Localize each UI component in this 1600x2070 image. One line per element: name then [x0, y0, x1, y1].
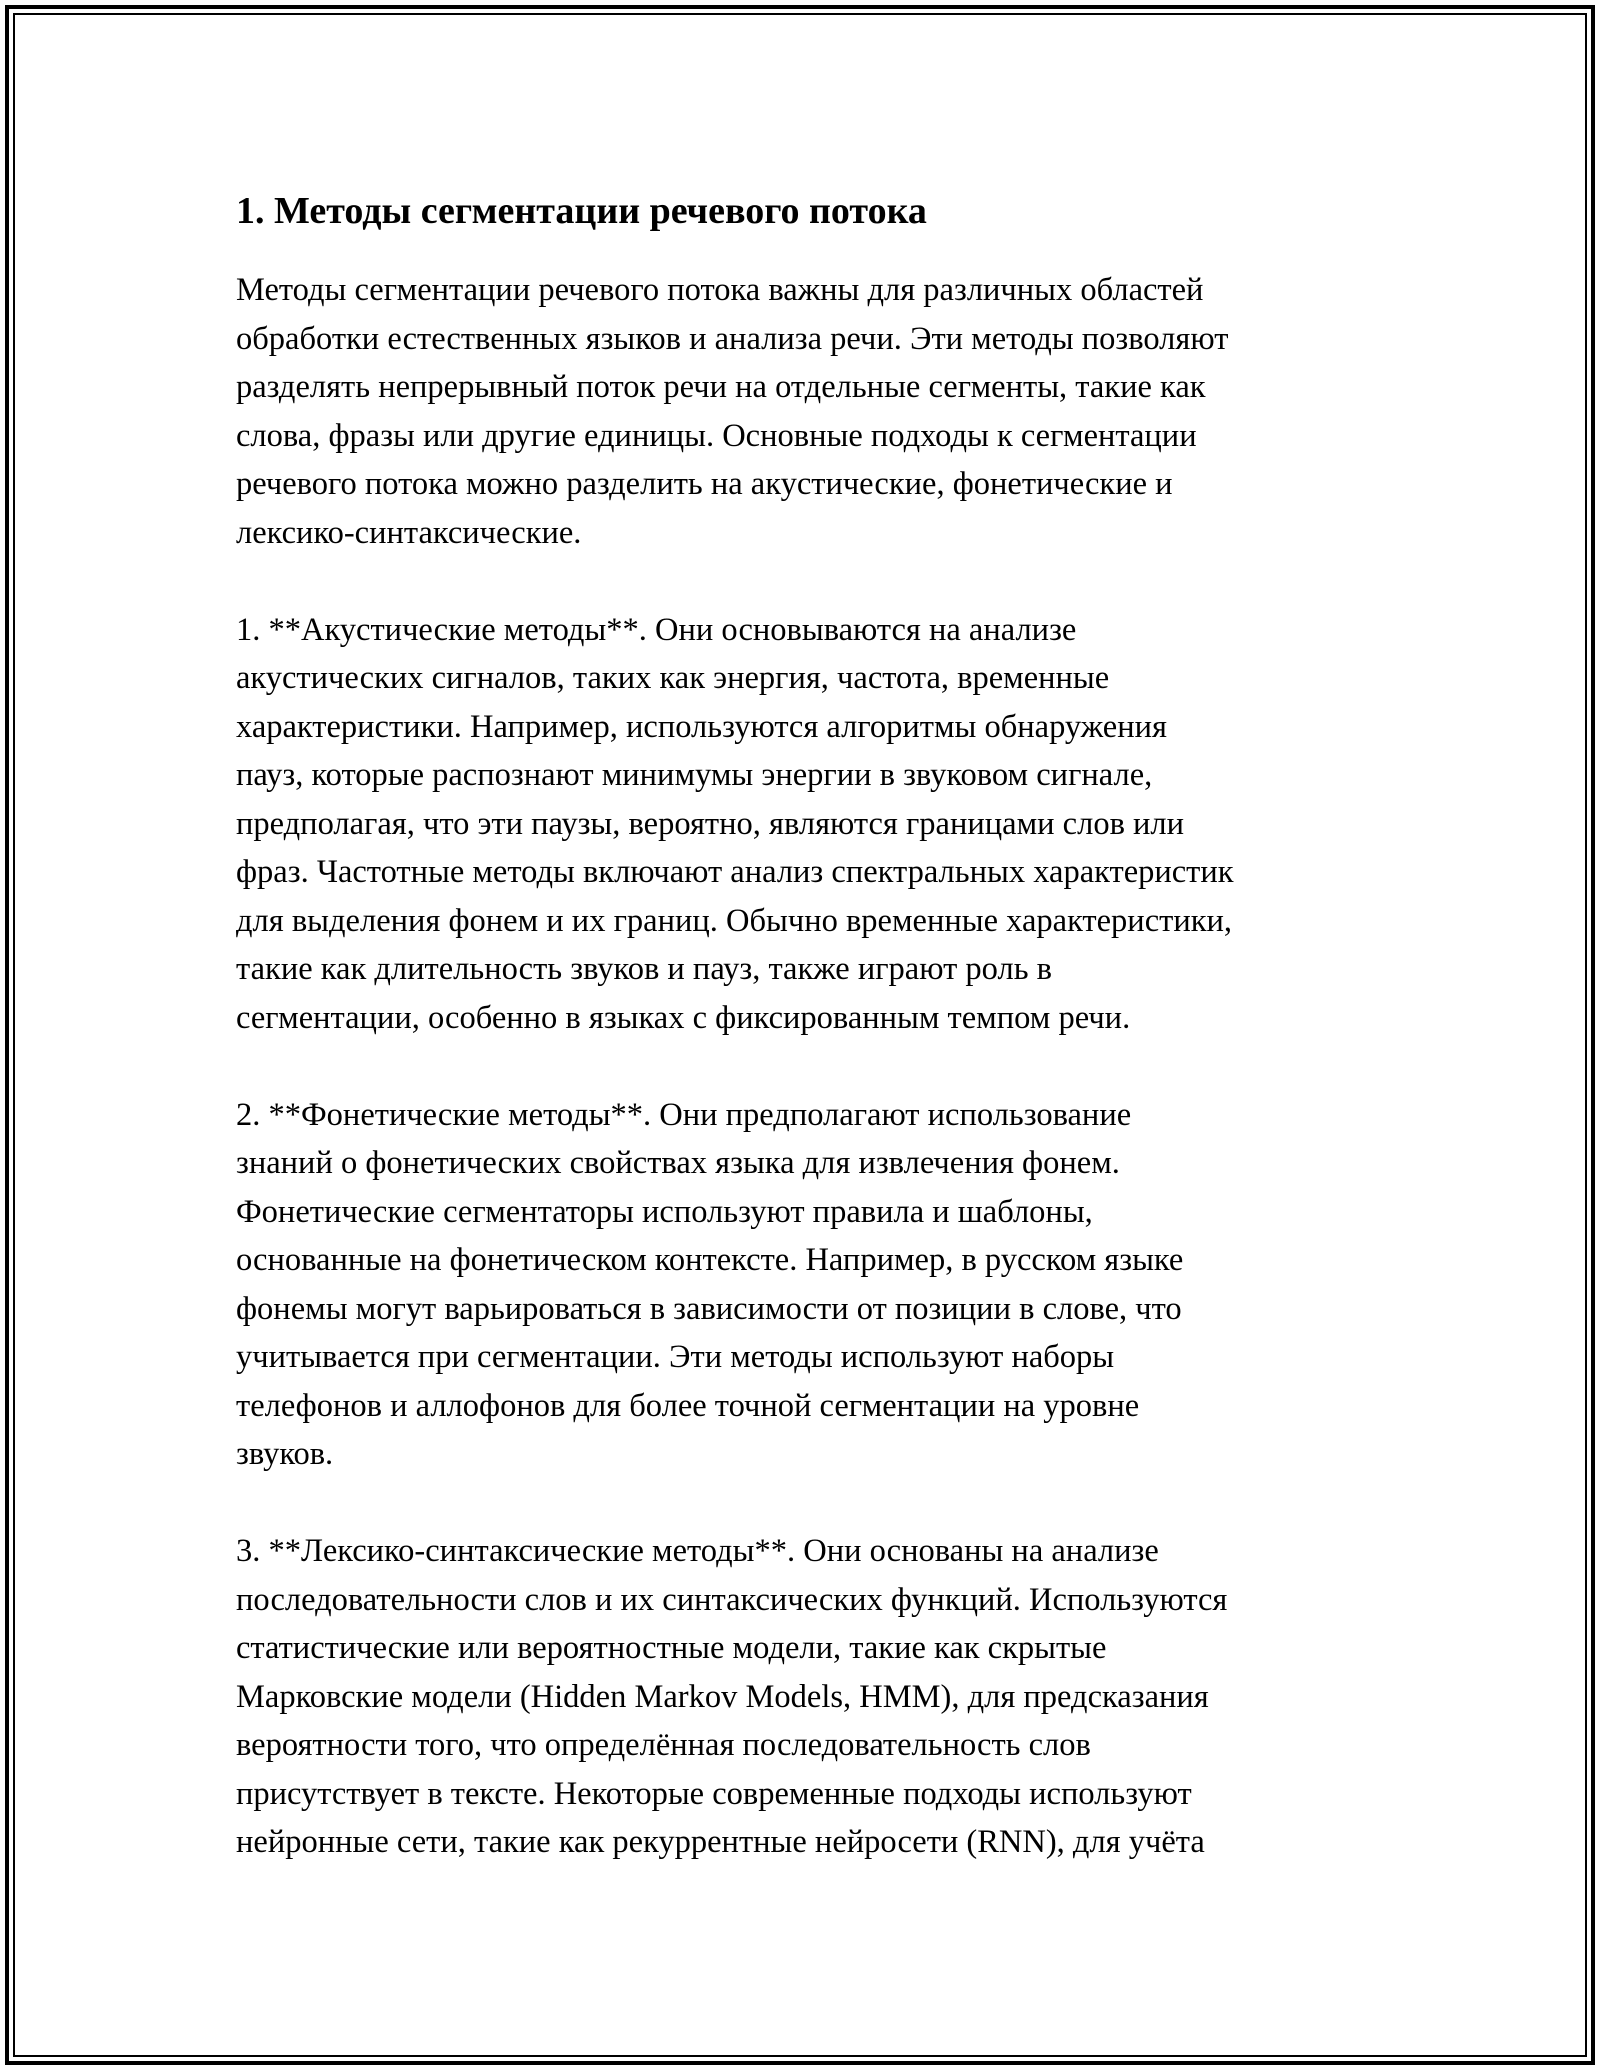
text-line: основанные на фонетическом контексте. Например, в русском языке [236, 1242, 1184, 1278]
text-line: такие как длительность звуков и пауз, также играют роль в [236, 951, 1052, 987]
text-line: Методы сегментации речевого потока важны для различных областей [236, 272, 1204, 308]
text-line: учитывается при сегментации. Эти методы используют наборы [236, 1339, 1115, 1375]
section-heading: 1. Методы сегментации речевого потока [236, 190, 927, 232]
text-line: Фонетические сегментаторы используют правила и шаблоны, [236, 1193, 1093, 1230]
text-line: вероятности того, что определённая последовательность слов [236, 1727, 1091, 1763]
text-line: пауз, которые распознают минимумы энергии в звуковом сигнале, [236, 757, 1153, 793]
paragraph-phonetic-methods [236, 1091, 1376, 1479]
paragraph-lexico-syntactic-methods [236, 1527, 1376, 1867]
text-line: 1. **Акустические методы**. Они основываются на анализе [236, 611, 1077, 648]
text-line: разделять непрерывный поток речи на отдельные сегменты, такие как [236, 369, 1206, 405]
text-line: сегментации, особенно в языках с фиксированным темпом речи. [236, 999, 1131, 1036]
text-line: знаний о фонетических свойствах языка для извлечения фонем. [236, 1145, 1120, 1181]
document-body [236, 186, 1376, 1915]
text-line: характеристики. Например, используются алгоритмы обнаружения [236, 708, 1167, 745]
text-line: звуков. [236, 1436, 334, 1472]
text-line: статистические или вероятностные модели, такие как скрытые [236, 1630, 1107, 1666]
text-line: слова, фразы или другие единицы. Основные подходы к сегментации [236, 417, 1197, 454]
text-line: речевого потока можно разделить на акустические, фонетические и [236, 466, 1173, 502]
text-line: фонемы могут варьироваться в зависимости от позиции в слове, что [236, 1290, 1182, 1327]
text-line: 3. **Лексико-синтаксические методы**. Они основаны на анализе [236, 1533, 1159, 1569]
text-line: обработки естественных языков и анализа речи. Эти методы позволяют [236, 320, 1229, 357]
text-line: лексико-синтаксические. [236, 514, 582, 551]
text-line: акустических сигналов, таких как энергия, частота, временные [236, 660, 1110, 696]
text-line: присутствует в тексте. Некоторые современные подходы используют [236, 1775, 1192, 1812]
text-line: фраз. Частотные методы включают анализ спектральных характеристик [236, 854, 1234, 890]
paragraph-intro [236, 266, 1376, 557]
text-line: предполагая, что эти паузы, вероятно, являются границами слов или [236, 805, 1185, 842]
paragraph-acoustic-methods [236, 606, 1376, 1043]
text-line: для выделения фонем и их границ. Обычно временные характеристики, [236, 902, 1233, 939]
text-line: последовательности слов и их синтаксических функций. Используются [236, 1581, 1228, 1618]
text-line: нейронные сети, такие как рекуррентные нейросети (RNN), для учёта [236, 1824, 1205, 1860]
text-line: Марковские модели (Hidden Markov Models, HMM), для предсказания [236, 1678, 1209, 1715]
text-line: телефонов и аллофонов для более точной сегментации на уровне [236, 1387, 1140, 1424]
text-line: 2. **Фонетические методы**. Они предполагают использование [236, 1096, 1132, 1133]
